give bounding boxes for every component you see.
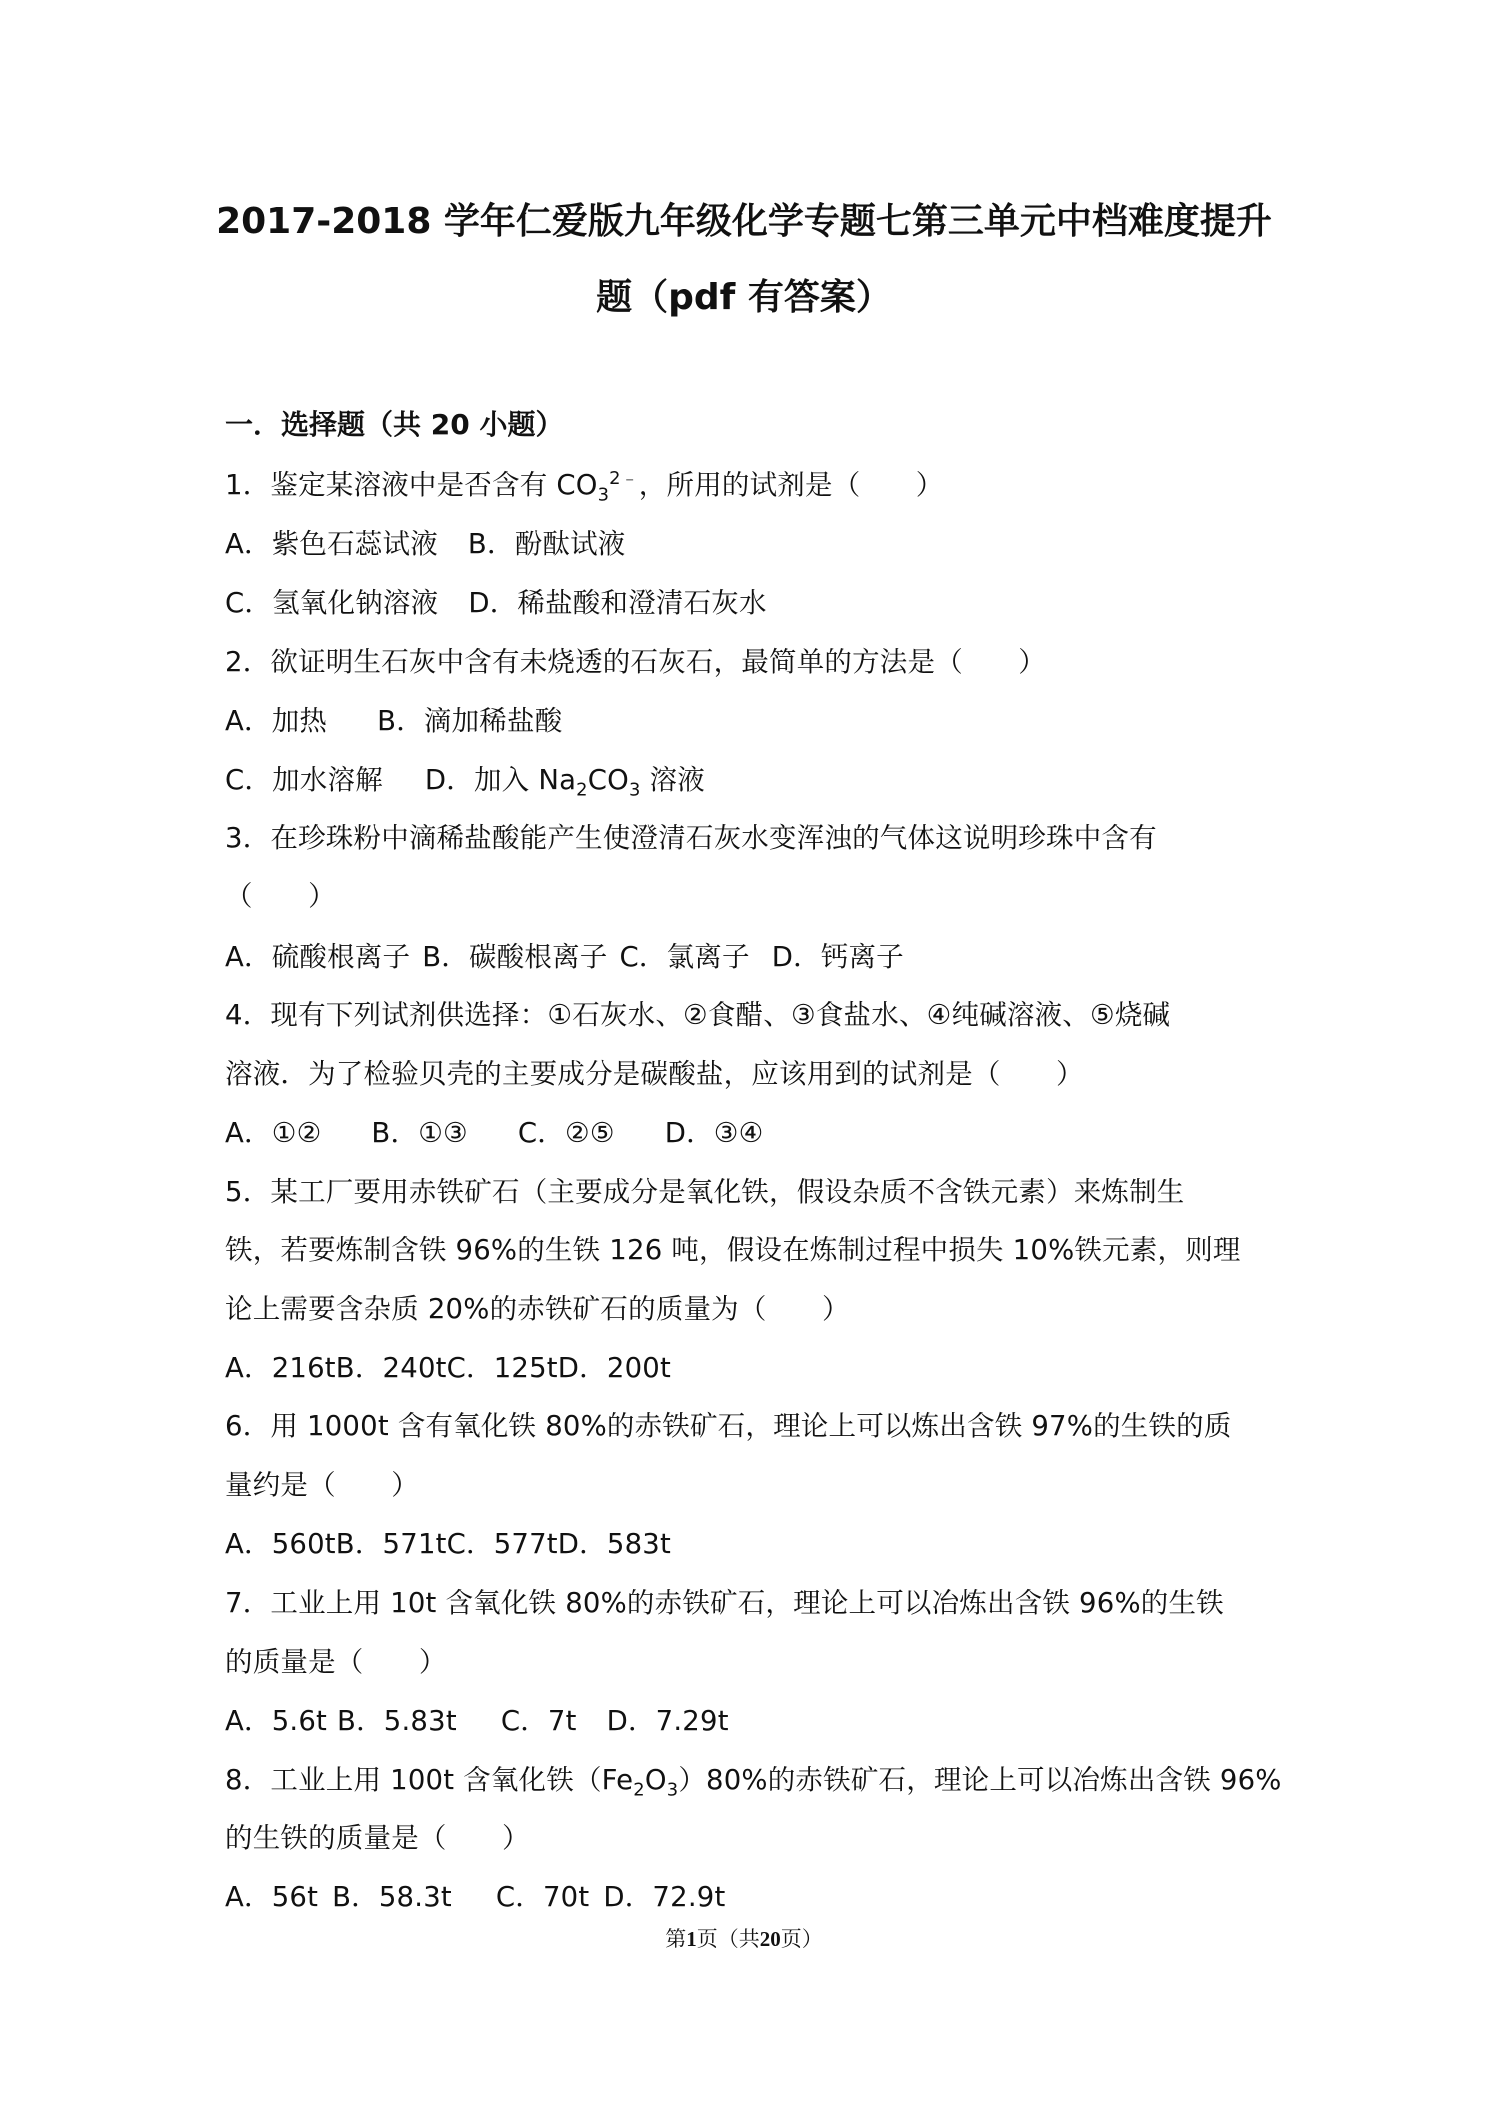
section-heading: 一．选择题（共 20 小题） bbox=[225, 408, 564, 441]
question-3-stem-line-1: 3．在珍珠粉中滴稀盐酸能产生使澄清石灰水变浑浊的气体这说明珍珠中含有 bbox=[225, 822, 1157, 854]
question-6-options: A．560tB．571tC．577tD．583t bbox=[225, 1528, 671, 1560]
question-4-option-d: D．③④ bbox=[664, 1117, 764, 1149]
question-7-options bbox=[225, 1701, 729, 1741]
question-1-option-d: D．稀盐酸和澄清石灰水 bbox=[468, 587, 767, 619]
subscript: 3 bbox=[628, 779, 641, 801]
page-number: 1 bbox=[686, 1927, 697, 1951]
footer-prefix: 第 bbox=[665, 1927, 687, 1951]
question-3-options bbox=[225, 937, 904, 977]
question-3-option-d: D．钙离子 bbox=[771, 941, 904, 973]
subscript: 2 bbox=[576, 779, 588, 801]
question-7-option-a: A．5.6t bbox=[225, 1705, 328, 1737]
question-2-stem: 2．欲证明生石灰中含有未烧透的石灰石，最简单的方法是（ ） bbox=[225, 646, 1046, 678]
question-4-stem-line-1: 4．现有下列试剂供选择：①石灰水、②食醋、③食盐水、④纯碱溶液、⑤烧碱 bbox=[225, 999, 1171, 1031]
question-2-option-d-text: D．加入 Na bbox=[424, 764, 577, 796]
question-1-stem-text: 1．鉴定某溶液中是否含有 CO bbox=[225, 469, 598, 501]
question-8-stem-line-2: 的生铁的质量是（ ） bbox=[225, 1822, 530, 1854]
question-2-option-d-formula: CO bbox=[587, 764, 629, 796]
question-7-option-b: B．5.83t bbox=[337, 1705, 457, 1737]
question-2-option-c: C．加水溶解 bbox=[225, 764, 383, 796]
question-4-option-a: A．①② bbox=[225, 1117, 322, 1149]
question-8-options bbox=[225, 1877, 725, 1917]
superscript: 2﹣ bbox=[609, 467, 639, 489]
question-1-option-b: B．酚酞试液 bbox=[467, 528, 626, 560]
question-2-option-d-tail: 溶液 bbox=[640, 764, 705, 796]
question-5-options: A．216tB．240tC．125tD．200t bbox=[225, 1352, 671, 1384]
question-7-stem-line-1: 7．工业上用 10t 含氧化铁 80%的赤铁矿石，理论上可以冶炼出含铁 96%的生铁 bbox=[225, 1587, 1224, 1619]
question-3-option-a: A．硫酸根离子 bbox=[225, 941, 411, 973]
document-title-line-1: 2017-2018 学年仁爱版九年级化学专题七第三单元中档难度提升 bbox=[216, 201, 1272, 242]
question-8-stem-text: 8．工业上用 100t 含氧化铁（Fe bbox=[225, 1764, 634, 1796]
question-4-option-c: C．②⑤ bbox=[517, 1117, 615, 1149]
question-5-stem-line-1: 5．某工厂要用赤铁矿石（主要成分是氧化铁，假设杂质不含铁元素）来炼制生 bbox=[225, 1176, 1185, 1208]
question-8-option-c: C．70t bbox=[495, 1881, 590, 1913]
question-4-option-b: B．①③ bbox=[371, 1117, 468, 1149]
footer-suffix: 页） bbox=[780, 1927, 823, 1951]
question-2-option-a: A．加热 bbox=[225, 705, 328, 737]
question-8-formula: O bbox=[644, 1764, 667, 1796]
document-title-line-2: 题（pdf 有答案） bbox=[596, 277, 892, 318]
question-2-options-row-2 bbox=[225, 760, 705, 800]
total-pages: 20 bbox=[759, 1927, 781, 1951]
question-2-option-b: B．滴加稀盐酸 bbox=[377, 705, 563, 737]
question-8-option-d: D．72.9t bbox=[603, 1881, 726, 1913]
question-6-stem-line-1: 6．用 1000t 含有氧化铁 80%的赤铁矿石，理论上可以炼出含铁 97%的生铁的质 bbox=[225, 1410, 1232, 1442]
question-5-stem-line-2: 铁，若要炼制含铁 96%的生铁 126 吨，假设在炼制过程中损失 10%铁元素，则理 bbox=[225, 1234, 1241, 1266]
question-4-options bbox=[225, 1113, 764, 1153]
question-7-option-d: D．7.29t bbox=[606, 1705, 729, 1737]
question-2-options-row-1 bbox=[225, 701, 562, 741]
question-6-stem-line-2: 量约是（ ） bbox=[225, 1469, 419, 1501]
question-1-stem-tail: ，所用的试剂是（ ） bbox=[638, 469, 944, 501]
question-1-option-a: A．紫色石蕊试液 bbox=[225, 528, 438, 560]
question-4-stem-line-2: 溶液．为了检验贝壳的主要成分是碳酸盐，应该用到的试剂是（ ） bbox=[225, 1058, 1084, 1090]
question-8-option-a: A．56t bbox=[225, 1881, 319, 1913]
question-1-stem bbox=[225, 465, 944, 505]
subscript: 3 bbox=[666, 1779, 679, 1801]
question-7-option-c: C．7t bbox=[500, 1705, 577, 1737]
footer-middle: 页（共 bbox=[696, 1927, 760, 1951]
question-7-stem-line-2: 的质量是（ ） bbox=[225, 1646, 447, 1678]
question-1-options-row-2 bbox=[225, 583, 767, 623]
subscript: 2 bbox=[633, 1779, 645, 1801]
question-3-option-b: B．碳酸根离子 bbox=[422, 941, 608, 973]
question-3-option-c: C．氯离子 bbox=[619, 941, 750, 973]
question-8-option-b: B．58.3t bbox=[332, 1881, 452, 1913]
subscript: 3 bbox=[597, 484, 610, 506]
page-footer bbox=[0, 1924, 1488, 1954]
question-2-option-d bbox=[424, 764, 705, 801]
question-8-stem-line-1 bbox=[225, 1760, 1282, 1800]
question-5-stem-line-3: 论上需要含杂质 20%的赤铁矿石的质量为（ ） bbox=[225, 1293, 850, 1325]
question-1-option-c: C．氢氧化钠溶液 bbox=[225, 587, 439, 619]
question-1-options-row-1 bbox=[225, 524, 626, 564]
question-8-stem-tail: ）80%的赤铁矿石，理论上可以冶炼出含铁 96% bbox=[678, 1764, 1282, 1796]
question-3-stem-line-2: （ ） bbox=[225, 880, 336, 912]
